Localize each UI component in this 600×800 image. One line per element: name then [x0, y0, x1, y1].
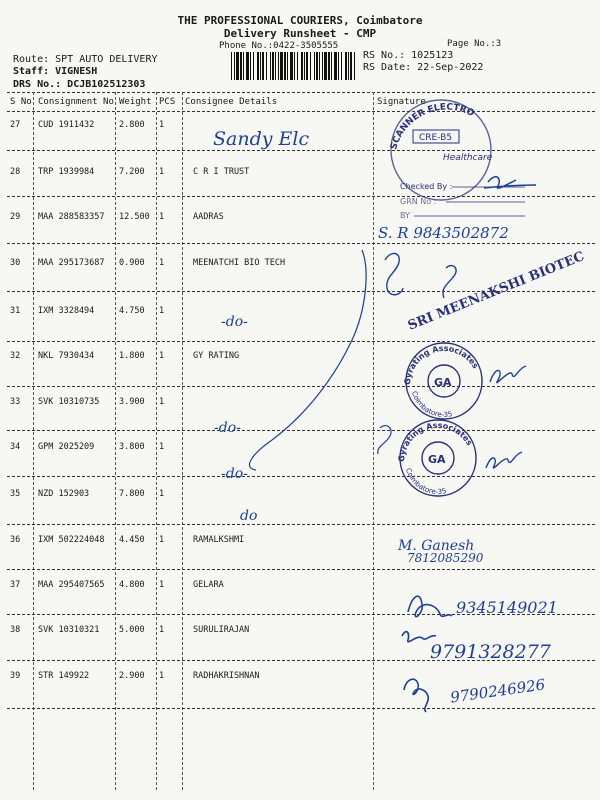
- row-sno: 34: [10, 442, 21, 452]
- row-pcs: 1: [159, 489, 165, 499]
- row-consignee: GELARA: [193, 580, 224, 590]
- handwritten-ditto: -do-: [221, 314, 248, 330]
- handwritten-phone: 9791328277: [430, 641, 551, 663]
- row-consignment: MAA 295407565: [38, 580, 105, 590]
- row-rule: [7, 524, 595, 525]
- row-consignee: RADHAKRISHNAN: [193, 671, 260, 681]
- handwritten-ditto: -do-: [214, 420, 241, 436]
- table-header-rule: [7, 111, 595, 112]
- row-rule: [7, 291, 595, 292]
- stamp-by: BY: [400, 211, 410, 220]
- row-weight: 12.500: [119, 212, 150, 222]
- row-rule: [7, 569, 595, 570]
- row-consignment: NKL 7930434: [38, 351, 95, 361]
- svg-text:Gyrating Associates: Gyrating Associates: [402, 343, 481, 386]
- col-header-sno: S No: [10, 97, 32, 107]
- svg-text:Coimbatore-35: Coimbatore-35: [403, 467, 448, 497]
- svg-text:GA: GA: [434, 376, 452, 389]
- svg-text:Gyrating Associates: Gyrating Associates: [396, 420, 475, 463]
- rs-date: RS Date: 22-Sep-2022: [363, 62, 484, 73]
- phone-number: Phone No.:0422-3505555: [219, 41, 339, 51]
- stamp-grn: GRN No :: [400, 197, 437, 206]
- row-consignment: IXM 3328494: [38, 306, 95, 316]
- row-sno: 28: [10, 167, 21, 177]
- row-weight: 5.000: [119, 625, 145, 635]
- row-rule: [7, 386, 595, 387]
- row-consignment: TRP 1939984: [38, 167, 95, 177]
- gyrating-associates-stamp: [403, 343, 526, 419]
- row-rule: [7, 341, 595, 342]
- row-weight: 2.900: [119, 671, 145, 681]
- row-consignment: STR 149922: [38, 671, 90, 681]
- handwritten-signature-phone: S. R 9843502872: [378, 224, 509, 242]
- handwritten-name: M. Ganesh: [398, 538, 475, 554]
- row-consignment: IXM 502224048: [38, 535, 105, 545]
- row-weight: 7.200: [119, 167, 145, 177]
- row-pcs: 1: [159, 442, 165, 452]
- row-pcs: 1: [159, 351, 165, 361]
- row-pcs: 1: [159, 625, 165, 635]
- staff: Staff: VIGNESH: [13, 66, 98, 77]
- row-rule: [7, 243, 595, 244]
- handwritten-ditto: do: [240, 508, 258, 524]
- svg-text:GA: GA: [428, 453, 446, 466]
- row-rule: [7, 708, 595, 709]
- table-top-rule: [7, 92, 595, 93]
- rs-number: RS No.: 1025123: [363, 50, 454, 61]
- row-pcs: 1: [159, 535, 165, 545]
- row-sno: 35: [10, 489, 21, 499]
- stamp-healthcare: Healthcare: [443, 153, 493, 163]
- stamp-checked-by: Checked By :: [400, 182, 453, 191]
- row-pcs: 1: [159, 258, 165, 268]
- row-sno: 31: [10, 306, 21, 316]
- svg-text:SCANNER ELECTRO: [389, 102, 476, 150]
- row-consignment: GPM 2025209: [38, 442, 95, 452]
- drs-number: DRS No.: DCJB102512303: [13, 79, 146, 90]
- row-consignment: SVK 10310735: [38, 397, 100, 407]
- col-header-consignee: Consignee Details: [185, 97, 278, 107]
- stamp-scanner-text: SCANNER ELECTRO: [389, 102, 476, 151]
- row-sno: 32: [10, 351, 21, 361]
- row-rule: [7, 150, 595, 151]
- handwritten-phone: 9790246926: [449, 675, 547, 707]
- stamp-cre-code: CRE-B5: [419, 133, 453, 143]
- row-rule: [7, 476, 595, 477]
- handwritten-consignee: Sandy Elc: [213, 128, 310, 150]
- handwritten-phone: 7812085290: [407, 551, 484, 565]
- route: Route: SPT AUTO DELIVERY: [13, 54, 158, 65]
- row-weight: 1.800: [119, 351, 145, 361]
- row-consignment: SVK 10310321: [38, 625, 100, 635]
- col-header-signature: Signature: [377, 97, 426, 107]
- row-consignee: RAMALKSHMI: [193, 535, 245, 545]
- row-consignee: MEENATCHI BIO TECH: [193, 258, 286, 268]
- row-weight: 2.800: [119, 120, 145, 130]
- row-pcs: 1: [159, 671, 165, 681]
- row-weight: 3.800: [119, 442, 145, 452]
- row-pcs: 1: [159, 306, 165, 316]
- row-pcs: 1: [159, 212, 165, 222]
- svg-text:Coimbatore-35: Coimbatore-35: [409, 390, 454, 420]
- row-weight: 4.800: [119, 580, 145, 590]
- gyrating-associates-stamp: [378, 420, 522, 496]
- row-sno: 27: [10, 120, 21, 130]
- handwritten-ditto: -do-: [221, 466, 248, 482]
- row-consignee: SURULIRAJAN: [193, 625, 250, 635]
- row-sno: 39: [10, 671, 21, 681]
- barcode: [231, 52, 356, 80]
- row-pcs: 1: [159, 397, 165, 407]
- company-name: THE PROFESSIONAL COURIERS, Coimbatore: [177, 14, 423, 27]
- sheet-title: Delivery Runsheet - CMP: [223, 27, 377, 40]
- row-consignee: C R I TRUST: [193, 167, 250, 177]
- row-consignee: GY RATING: [193, 351, 240, 361]
- row-weight: 7.800: [119, 489, 145, 499]
- row-consignment: MAA 288583357: [38, 212, 105, 222]
- row-sno: 29: [10, 212, 21, 222]
- healthcare-stamp: [389, 100, 536, 220]
- row-weight: 0.900: [119, 258, 145, 268]
- row-sno: 30: [10, 258, 21, 268]
- handwritten-phone: 9345149021: [456, 598, 558, 617]
- page-number: Page No.:3: [447, 39, 502, 49]
- row-consignee: AADRAS: [193, 212, 224, 222]
- row-pcs: 1: [159, 580, 165, 590]
- row-weight: 3.900: [119, 397, 145, 407]
- row-sno: 33: [10, 397, 21, 407]
- row-rule: [7, 430, 595, 431]
- row-sno: 38: [10, 625, 21, 635]
- row-pcs: 1: [159, 120, 165, 130]
- row-weight: 4.750: [119, 306, 145, 316]
- row-sno: 37: [10, 580, 21, 590]
- row-consignment: MAA 295173687: [38, 258, 105, 268]
- row-weight: 4.450: [119, 535, 145, 545]
- row-consignment: CUD 1911432: [38, 120, 95, 130]
- col-header-weight: Weight: [119, 97, 152, 107]
- stamp-meenakshi: SRI MEENAKSHI BIOTEC: [405, 249, 587, 334]
- row-rule: [7, 196, 595, 197]
- col-header-pcs: PCS: [159, 97, 176, 107]
- row-pcs: 1: [159, 167, 165, 177]
- col-header-consignment: Consignment No: [38, 97, 114, 107]
- row-consignment: NZD 152903: [38, 489, 90, 499]
- row-sno: 36: [10, 535, 21, 545]
- pen-stroke: [249, 250, 366, 470]
